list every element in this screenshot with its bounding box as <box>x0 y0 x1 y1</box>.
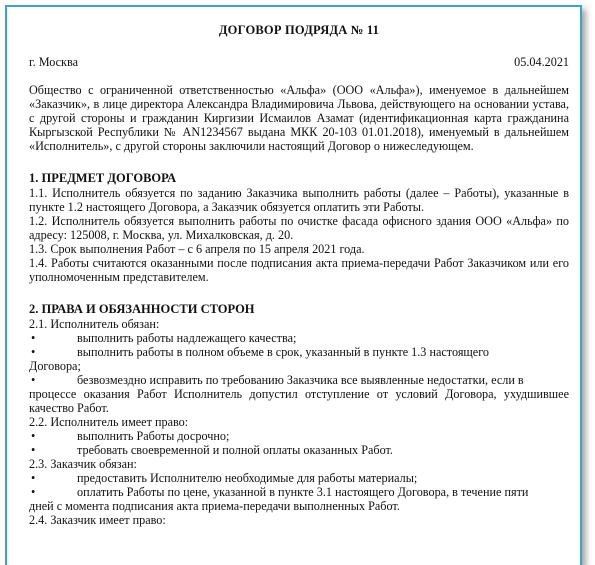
document-body <box>29 19 569 527</box>
bullet-block <box>29 373 569 415</box>
bullet-block <box>29 485 569 513</box>
bullet-continuation: дней с момента подписания акта приема-передачи выполненных Работ. <box>29 499 400 513</box>
bullet-text: оплатить Работы по цене, указанной в пункте 3.1 настоящего Договора, в течение пяти <box>77 485 529 499</box>
clause-1-3: 1.3. Срок выполнения Работ – с 6 апреля по 15 апреля 2021 года. <box>29 242 365 256</box>
document-frame <box>5 5 582 565</box>
clause-1-4: 1.4. Работы считаются оказанными после подписания акта приема-передачи Работ Заказчиком или его уполномоченным представителем. <box>29 256 569 284</box>
bullet-item <box>29 429 569 443</box>
bullet-icon: • <box>31 485 36 499</box>
bullet-text: предоставить Исполнителю необходимые для работы материалы; <box>77 471 418 485</box>
bullet-text: требовать своевременной и полной оплаты оказанных Работ. <box>77 443 393 457</box>
document-title: ДОГОВОР ПОДРЯДА № 11 <box>218 23 380 37</box>
bullet-item <box>29 485 569 499</box>
bullet-continuation: Договора; <box>29 359 81 373</box>
preamble: Общество с ограниченной ответственностью «Альфа» (ООО «Альфа»), именуемое в дальнейшем «Заказчик», в лице директора Александра Владимировича Львова, действующего на основании устава, с другой стороны и гражданин Киргизии Исмаилов Азамат (идентификационная карта гражданина Кыргызской Республики № AN1234567 выдана МКК 20-103 01.01.2018), именуемый в дальнейшем «Исполнитель», с другой стороны заключили настоящий Договор о нижеследующем. <box>29 83 569 153</box>
bullet-icon: • <box>31 471 36 485</box>
bullet-icon: • <box>31 429 36 443</box>
bullet-item <box>29 331 569 345</box>
clause-2-2: 2.2. Исполнитель имеет право: <box>29 415 189 429</box>
city: г. Москва <box>29 55 78 69</box>
bullet-icon: • <box>31 331 36 345</box>
bullet-icon: • <box>31 373 36 387</box>
bullet-item <box>29 373 569 387</box>
bullet-continuation: процессе оказания Работ Исполнитель допустил отступление от условий Договора, ухудшившее качество Работ. <box>29 387 569 415</box>
clause-2-3: 2.3. Заказчик обязан: <box>29 457 137 471</box>
clause-1-2: 1.2. Исполнитель обязуется выполнить работы по очистке фасада офисного здания ООО «Альфа» по адресу: 125008, г. Москва, ул. Михалковская, д. 20. <box>29 214 569 242</box>
bullet-item <box>29 471 569 485</box>
section-2-title: 2. ПРАВА И ОБЯЗАННОСТИ СТОРОН <box>29 302 255 316</box>
bullet-text: выполнить работы надлежащего качества; <box>77 331 297 345</box>
date: 05.04.2021 <box>514 55 569 69</box>
section-1-title: 1. ПРЕДМЕТ ДОГОВОРА <box>29 171 177 185</box>
clause-2-4: 2.4. Заказчик имеет право: <box>29 513 166 527</box>
bullet-text: выполнить работы в полном объеме в срок, указанный в пункте 1.3 настоящего <box>77 345 490 359</box>
bullet-text: безвозмездно исправить по требованию Заказчика все выявленные недостатки, если в <box>77 373 524 387</box>
bullet-icon: • <box>31 345 36 359</box>
clause-1-1: 1.1. Исполнитель обязуется по заданию Заказчика выполнить работы (далее – Работы), указанные в пункте 1.2 настоящего Договора, а Заказчик обязуется оплатить эти Работы. <box>29 186 569 214</box>
clause-2-1: 2.1. Исполнитель обязан: <box>29 317 160 331</box>
bullet-text: выполнить Работы досрочно; <box>77 429 230 443</box>
bullet-icon: • <box>31 443 36 457</box>
bullet-item <box>29 345 569 359</box>
bullet-block <box>29 345 569 373</box>
bullet-item <box>29 443 569 457</box>
city-date-row <box>29 55 569 69</box>
